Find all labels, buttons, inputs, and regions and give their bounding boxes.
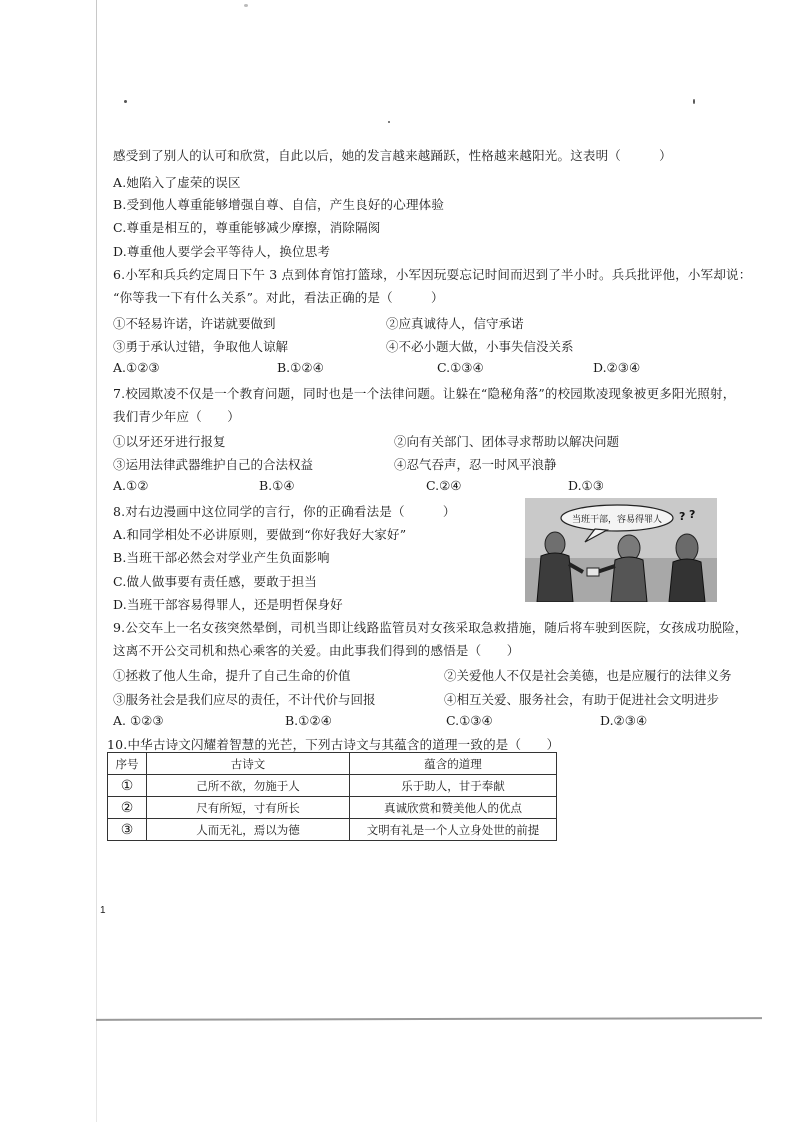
q6-choice-a: A.①②③	[113, 360, 160, 375]
table-header-meaning: 蕴含的道理	[350, 753, 557, 775]
q6-item-2: ②应真诚待人，信守承诺	[386, 316, 524, 331]
q9-item-3: ③服务社会是我们应尽的责任，不计代价与回报	[113, 692, 376, 707]
q7-item-1: ①以牙还牙进行报复	[113, 434, 226, 449]
q9-stem-line2: 这离不开公交司机和热心乘客的关爱。由此事我们得到的感悟是（ ）	[113, 643, 520, 658]
row-meaning: 文明有礼是一个人立身处世的前提	[350, 819, 557, 841]
q8-option-c: C.做人做事要有责任感，要敢于担当	[113, 574, 317, 589]
scan-edge	[96, 0, 97, 1122]
scan-speck	[244, 4, 248, 7]
q5-option-d: D.尊重他人要学会平等待人，换位思考	[113, 244, 331, 259]
q6-choice-b: B.①②④	[277, 360, 324, 375]
scan-fold-line	[96, 1017, 762, 1021]
svg-text:?: ?	[679, 510, 686, 523]
q8-cartoon	[525, 498, 717, 602]
row-poem: 己所不欲，勿施于人	[147, 775, 350, 797]
q7-choices	[113, 478, 753, 494]
q7-items-row2	[113, 455, 753, 471]
q7-choice-a: A.①②	[113, 478, 149, 493]
q6-stem-line1: 6.小军和兵兵约定周日下午 3 点到体育馆打篮球，小军因玩耍忘记时间而迟到了半小时。兵兵批评他，小军却说：	[113, 267, 752, 282]
q8-option-a: A.和同学相处不必讲原则，要做到“你好我好大家好”	[113, 527, 407, 542]
q9-choices	[113, 713, 753, 729]
q6-item-4: ④不必小题大做，小事失信没关系	[386, 339, 574, 354]
row-poem: 尺有所短，寸有所长	[147, 797, 350, 819]
q7-item-4: ④忍气吞声，忍一时风平浪静	[394, 457, 557, 472]
row-index: ①	[108, 775, 147, 797]
q6-choices	[113, 360, 753, 376]
scan-speck	[693, 99, 695, 104]
row-poem: 人而无礼，焉以为德	[147, 819, 350, 841]
table-row	[108, 775, 557, 797]
scan-speck	[124, 100, 127, 103]
q5-option-b: B.受到他人尊重能够增强自尊、自信，产生良好的心理体验	[113, 197, 445, 212]
q9-items-row2	[113, 690, 753, 706]
q7-item-3: ③运用法律武器维护自己的合法权益	[113, 457, 314, 472]
table-header-row	[108, 753, 557, 775]
row-index: ③	[108, 819, 147, 841]
q7-items-row1	[113, 432, 753, 448]
cartoon-illustration	[525, 498, 717, 602]
q9-choice-c: C.①③④	[446, 713, 493, 728]
q6-choice-d: D.②③④	[593, 360, 641, 375]
q5-option-c: C.尊重是相互的，尊重能够减少摩擦，消除隔阂	[113, 220, 381, 235]
q9-choice-d: D.②③④	[600, 713, 648, 728]
q6-items-row1	[113, 314, 753, 330]
table-header-poem: 古诗文	[147, 753, 350, 775]
q7-stem-line1: 7.校园欺凌不仅是一个教育问题，同时也是一个法律问题。让躲在“隐秘角落”的校园欺凌现象被更多阳光照射，	[113, 386, 736, 401]
q6-items-row2	[113, 337, 753, 353]
q6-item-3: ③勇于承认过错，争取他人谅解	[113, 339, 289, 354]
row-index: ②	[108, 797, 147, 819]
page-number: 1	[100, 905, 106, 916]
q9-item-1: ①拯救了他人生命，提升了自己生命的价值	[113, 668, 351, 683]
q10-stem: 10.中华古诗文闪耀着智慧的光芒，下列古诗文与其蕴含的道理一致的是（ ）	[107, 737, 560, 752]
q9-choice-a: A. ①②③	[113, 713, 164, 728]
q9-choice-b: B.①②④	[285, 713, 332, 728]
q5-option-a: A.她陷入了虚荣的误区	[113, 175, 241, 190]
scan-speck	[388, 121, 390, 123]
q7-choice-b: B.①④	[259, 478, 295, 493]
row-meaning: 真诚欣赏和赞美他人的优点	[350, 797, 557, 819]
q9-items-row1	[113, 666, 753, 682]
q9-item-2: ②关爱他人不仅是社会美德，也是应履行的法律义务	[444, 668, 732, 683]
q6-choice-c: C.①③④	[437, 360, 484, 375]
svg-text:?: ?	[689, 508, 696, 521]
q8-option-d: D.当班干部容易得罪人，还是明哲保身好	[113, 597, 343, 612]
table-header-index: 序号	[108, 753, 147, 775]
q5-stem: 感受到了别人的认可和欣赏，自此以后，她的发言越来越踊跃，性格越来越阳光。这表明（ ）	[113, 148, 672, 163]
q8-stem: 8.对右边漫画中这位同学的言行，你的正确看法是（ ）	[113, 504, 456, 519]
q7-choice-c: C.②④	[426, 478, 462, 493]
q7-choice-d: D.①③	[568, 478, 604, 493]
q9-item-4: ④相互关爱、服务社会，有助于促进社会文明进步	[444, 692, 720, 707]
cartoon-caption: 当班干部，容易得罪人	[571, 515, 663, 525]
q8-option-b: B.当班干部必然会对学业产生负面影响	[113, 550, 330, 565]
q6-stem-line2: “你等我一下有什么关系”。对此，看法正确的是（ ）	[113, 290, 444, 305]
q9-stem-line1: 9.公交车上一名女孩突然晕倒，司机当即让线路监管员对女孩采取急救措施，随后将车驶到医院，女孩成功脱险，	[113, 620, 748, 635]
q6-item-1: ①不轻易许诺，许诺就要做到	[113, 316, 276, 331]
q7-item-2: ②向有关部门、团体寻求帮助以解决问题	[394, 434, 620, 449]
row-meaning: 乐于助人，甘于奉献	[350, 775, 557, 797]
table-row	[108, 819, 557, 841]
q10-table	[107, 752, 557, 841]
q7-stem-line2: 我们青少年应（ ）	[113, 409, 241, 424]
table-row	[108, 797, 557, 819]
